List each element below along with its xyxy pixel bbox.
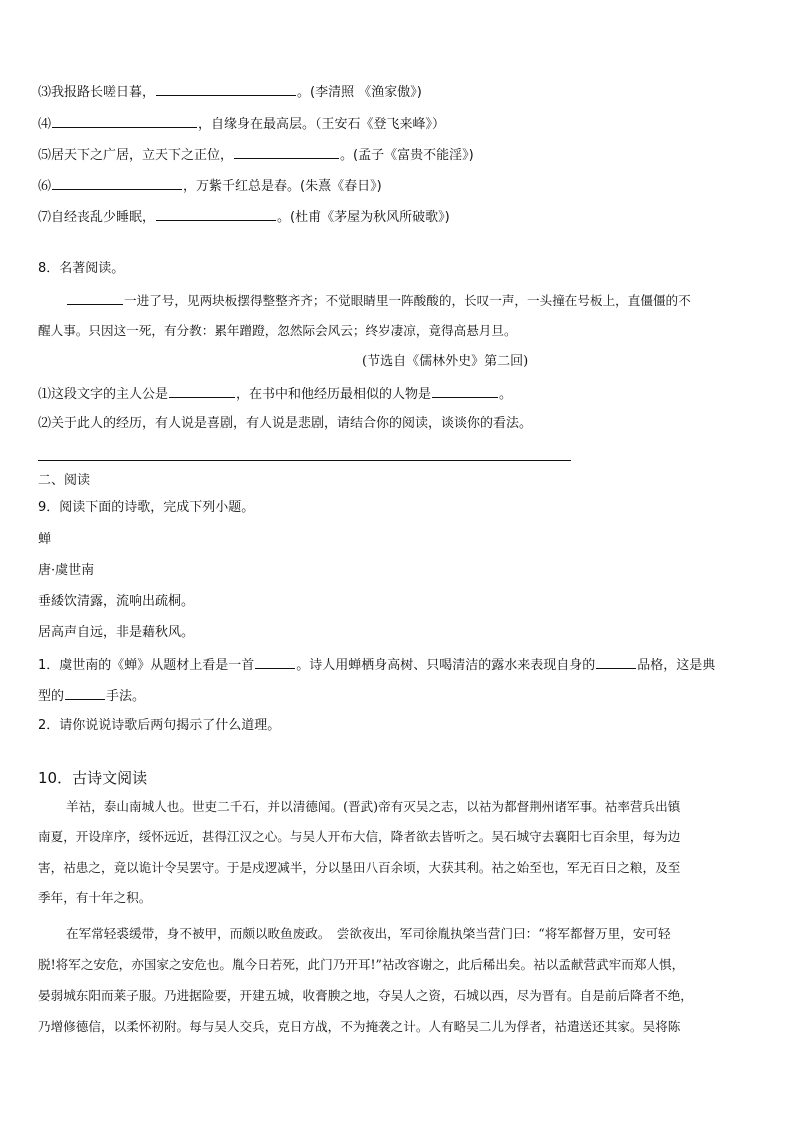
classical-text-line-4: 季年，有十年之积。 xyxy=(38,890,152,905)
sub-question-text: 1．虞世南的《蝉》从题材上看是一首 xyxy=(38,658,255,673)
answer-blank[interactable] xyxy=(65,687,105,700)
question-10-heading: 10．古诗文阅读 xyxy=(38,769,148,787)
fill-in-prefix: ⑺自经丧乱少睡眠， xyxy=(38,210,156,225)
question-9-sub-2: 2．请你说说诗歌后两句揭示了什么道理。 xyxy=(38,718,281,733)
answer-blank[interactable] xyxy=(432,385,498,398)
answer-blank[interactable] xyxy=(169,385,235,398)
passage-source: (节选自《儒林外史》第二回) xyxy=(362,354,529,369)
sub-question-text: 。诗人用蝉栖身高树、只喝清洁的露水来表现自身的 xyxy=(296,658,596,673)
question-8-heading: 8．名著阅读。 xyxy=(38,261,125,276)
classical-text-line-7: 晏弱城东阳而莱子服。乃进据险要，开建五城，收膏腴之地，夺吴人之资，石城以西，尽为晋有。自是前后降者不绝， xyxy=(38,988,693,1003)
fill-in-suffix: 。(孟子《富贵不能淫》) xyxy=(340,148,474,163)
fill-in-item-6 xyxy=(38,177,382,195)
answer-blank[interactable] xyxy=(156,208,276,221)
fill-in-item-7 xyxy=(38,208,450,226)
answer-blank[interactable] xyxy=(156,83,296,96)
fill-in-prefix: ⑸居天下之广居，立天下之正位， xyxy=(38,148,234,163)
fill-in-prefix: ⑶我报路长嗟日暮， xyxy=(38,85,156,100)
fill-in-item-3 xyxy=(38,83,422,101)
answer-blank[interactable] xyxy=(255,656,295,669)
fill-in-suffix: ，自缘身在最高层。（王安石《登飞来峰》） xyxy=(198,117,446,132)
fill-in-prefix: ⑹ xyxy=(38,179,52,194)
sub-question-text: 品格，这是典 xyxy=(637,658,716,673)
fill-in-suffix: 。(李清照 《渔家傲》) xyxy=(297,85,422,100)
sub-question-text: 。 xyxy=(499,387,513,402)
answer-blank[interactable] xyxy=(52,177,182,190)
answer-blank[interactable] xyxy=(52,115,197,128)
poem-author: 唐·虞世南 xyxy=(38,563,95,578)
question-9-sub-1 xyxy=(38,656,715,674)
sub-question-text: 手法。 xyxy=(106,689,146,704)
classical-text-line-8: 乃增修德信，以柔怀初附。每与吴人交兵，克日方战，不为掩袭之计。人有略吴二儿为俘者，祜遣送还其家。吴将陈 xyxy=(38,1019,681,1034)
classical-text-line-2: 南夏，开设庠序，绥怀远近，甚得江汉之心。与吴人开布大信，降者欲去皆听之。吴石城守去襄阳七百余里，每为边 xyxy=(38,829,681,844)
question-9-sub-1-cont xyxy=(38,687,145,705)
classical-text-line-5: 在军常轻裘缓带，身不被甲，而颇以畋鱼废政。 尝欲夜出，军司徐胤执棨当营门曰：“将军都督万里，安可轻 xyxy=(66,926,671,941)
question-8-sub-2: ⑵关于此人的经历，有人说是喜剧，有人说是悲剧，请结合你的阅读，谈谈你的看法。 xyxy=(38,416,533,431)
poem-title: 蝉 xyxy=(38,532,52,547)
section-heading: 二、阅读 xyxy=(38,473,91,488)
classical-text-line-6: 脱!将军之安危，亦国家之安危也。胤今日若死，此门乃开耳!”祜改容谢之，此后稀出矣。祜以孟献营武牢而郑人惧， xyxy=(38,957,685,972)
answer-blank[interactable] xyxy=(234,146,339,159)
poem-line-1: 垂緌饮清露，流响出疏桐。 xyxy=(38,594,195,609)
question-8-passage-line-1 xyxy=(66,292,691,309)
sub-question-text: ，在书中和他经历最相似的人物是 xyxy=(236,387,432,402)
question-8-sub-1 xyxy=(38,385,512,403)
poem-line-2: 居高声自远，非是藉秋风。 xyxy=(38,625,195,640)
fill-in-prefix: ⑷ xyxy=(38,117,52,132)
classical-text-line-1: 羊祜，泰山南城人也。世吏二千石，并以清德闻。(晋武)帝有灭吴之志，以祜为都督荆州诸军事。祜率营兵出镇 xyxy=(66,799,681,814)
fill-in-item-4 xyxy=(38,115,445,133)
fill-in-suffix: 。(杜甫《茅屋为秋风所破歌》) xyxy=(277,210,450,225)
passage-text: 一进了号，见两块板摆得整整齐齐；不觉眼睛里一阵酸酸的，长叹一声，一头撞在号板上，直僵僵的不 xyxy=(124,293,691,308)
question-9-heading: 9．阅读下面的诗歌，完成下列小题。 xyxy=(38,500,255,515)
answer-line[interactable] xyxy=(38,460,571,461)
fill-in-suffix: ，万紫千红总是春。(朱熹《春日》) xyxy=(183,179,382,194)
fill-in-item-5 xyxy=(38,146,474,164)
answer-blank[interactable] xyxy=(596,656,636,669)
answer-blank[interactable] xyxy=(67,292,123,305)
classical-text-line-3: 害，祜患之，竟以诡计令吴罢守。于是戍逻减半，分以垦田八百余顷，大获其利。祜之始至也，军无百日之粮，及至 xyxy=(38,860,681,875)
question-8-passage-line-2: 醒人事。只因这一死，有分教：累年蹭蹬，忽然际会风云；终岁凄凉，竟得高悬月旦。 xyxy=(38,323,517,338)
sub-question-text: 型的 xyxy=(38,689,65,704)
sub-question-text: ⑴这段文字的主人公是 xyxy=(38,387,169,402)
